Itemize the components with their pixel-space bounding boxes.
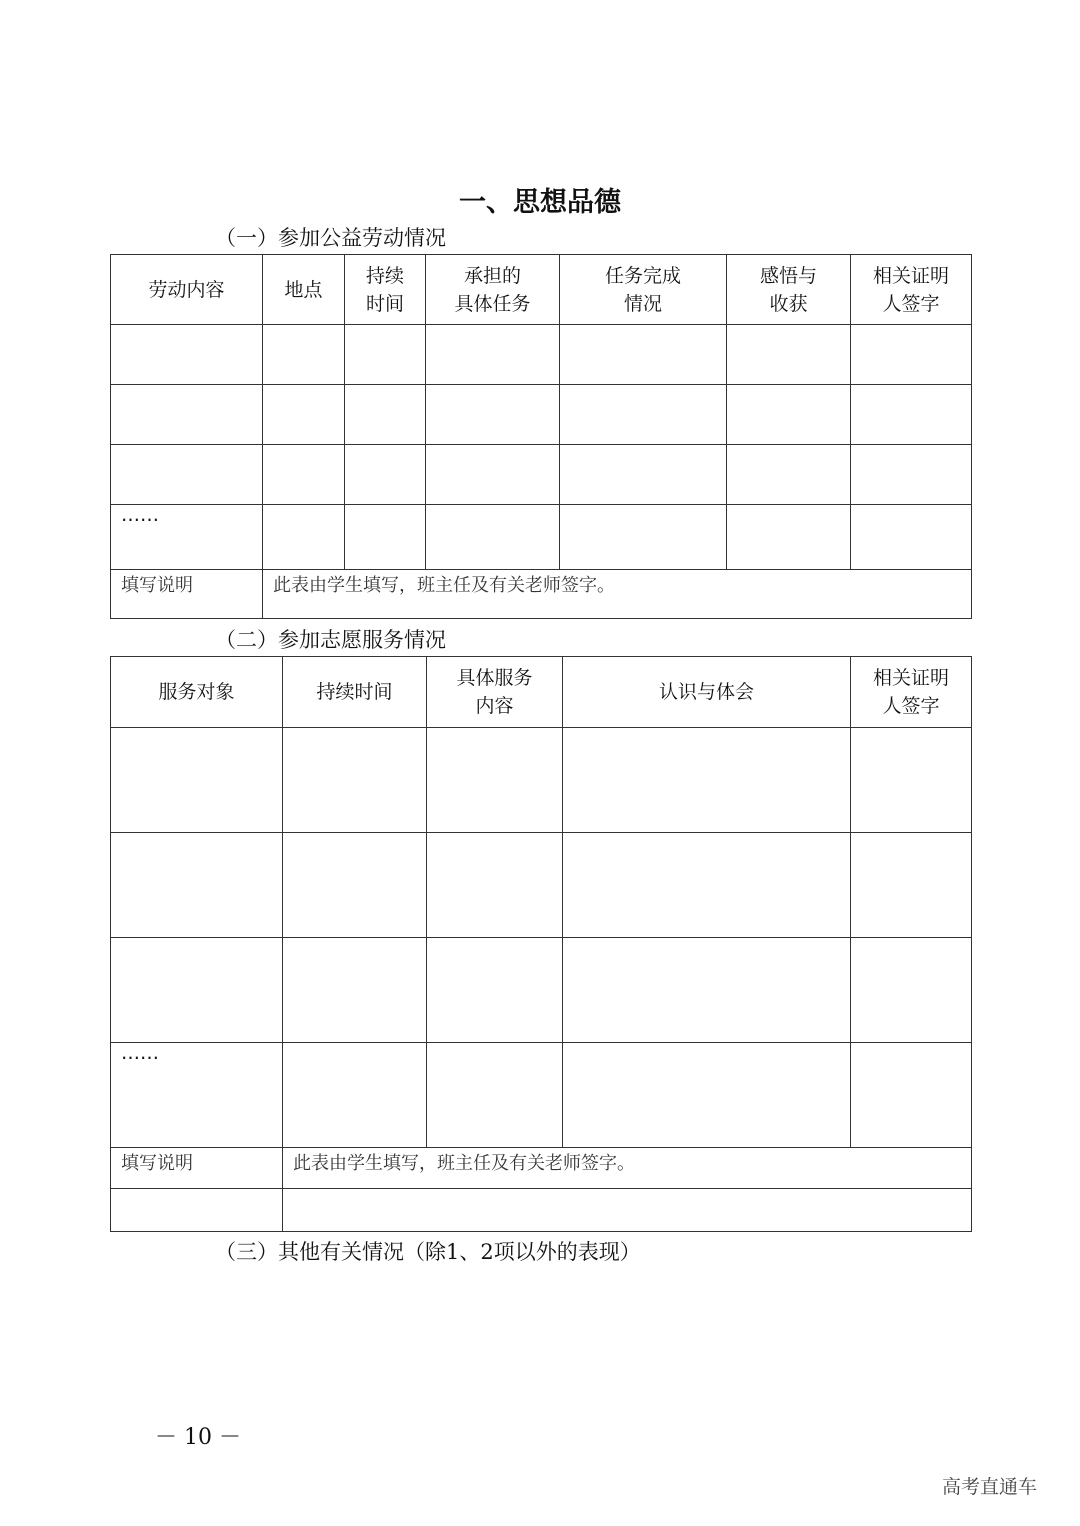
- watermark: 高考直通车: [942, 1476, 1038, 1498]
- table-header-row: [111, 657, 972, 728]
- header-service-target: 服务对象: [111, 657, 283, 728]
- header-labor-content: 劳动内容: [111, 255, 263, 325]
- ellipsis: ……: [111, 505, 263, 570]
- note-label: 填写说明: [111, 570, 263, 619]
- blank-row: [111, 1189, 972, 1232]
- header-duration: 持续时间: [283, 657, 427, 728]
- header-duration: 持续 时间: [345, 255, 426, 325]
- section3-heading: （三）其他有关情况（除1、2项以外的表现）: [215, 1240, 641, 1264]
- header-understanding: 认识与体会: [563, 657, 851, 728]
- header-completion: 任务完成 情况: [560, 255, 727, 325]
- public-labor-table: [110, 254, 972, 619]
- note-text: 此表由学生填写，班主任及有关老师签字。: [283, 1148, 972, 1189]
- note-label: 填写说明: [111, 1148, 283, 1189]
- ellipsis: ……: [111, 1043, 283, 1148]
- table-row: [111, 325, 972, 385]
- table-row: [111, 385, 972, 445]
- table-row: [111, 728, 972, 833]
- header-signature: 相关证明 人签字: [851, 255, 972, 325]
- table-row: [111, 1043, 972, 1148]
- table-row: [111, 938, 972, 1043]
- volunteer-table: [110, 656, 972, 1232]
- note-row: [111, 1148, 972, 1189]
- section2-heading: （二）参加志愿服务情况: [215, 628, 446, 652]
- table-row: [111, 445, 972, 505]
- table-row: [111, 505, 972, 570]
- page-title: 一、思想品德: [459, 187, 621, 218]
- table-row: [111, 833, 972, 938]
- header-tasks: 承担的 具体任务: [426, 255, 560, 325]
- table-header-row: [111, 255, 972, 325]
- header-reflection: 感悟与收获: [727, 255, 851, 325]
- note-row: [111, 570, 972, 619]
- note-text: 此表由学生填写，班主任及有关老师签字。: [263, 570, 972, 619]
- header-service-content: 具体服务 内容: [427, 657, 563, 728]
- header-location: 地点: [263, 255, 345, 325]
- section1-heading: （一）参加公益劳动情况: [215, 226, 446, 250]
- page-number: － 10 －: [155, 1425, 241, 1450]
- header-signature: 相关证明 人签字: [851, 657, 972, 728]
